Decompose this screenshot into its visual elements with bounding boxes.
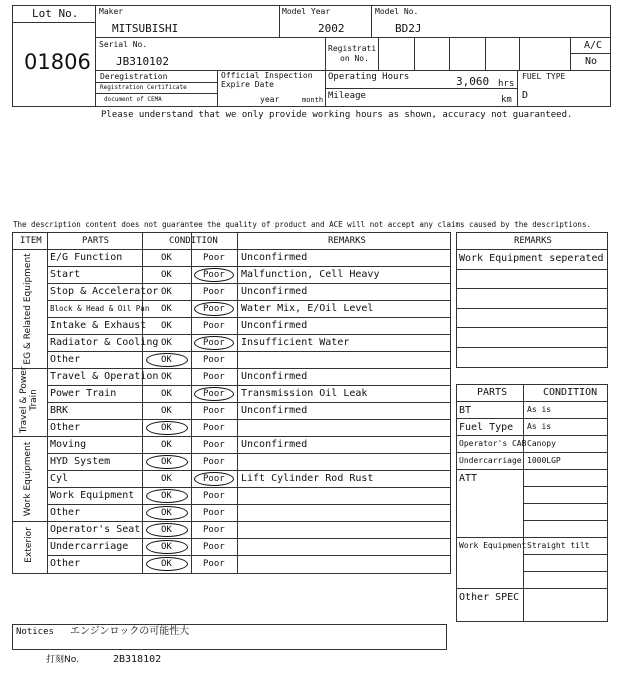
parts-row-part: Undercarriage: [459, 456, 522, 465]
operating-hours-value: 3,060: [456, 75, 490, 88]
divider: [456, 249, 608, 250]
part-name: Other: [50, 507, 81, 518]
ac-label: A/C: [584, 40, 603, 51]
divider: [523, 520, 608, 521]
poor-selected-circle: [194, 387, 234, 401]
ok-option[interactable]: OK: [161, 474, 172, 484]
ok-option[interactable]: OK: [161, 372, 172, 382]
divider: [47, 351, 451, 352]
divider: [47, 555, 451, 556]
ok-selected-circle: [146, 540, 188, 554]
part-name: Undercarriage: [50, 541, 129, 552]
divider: [325, 88, 517, 89]
divider: [47, 487, 451, 488]
divider: [47, 453, 451, 454]
part-name: Other: [50, 354, 81, 365]
part-name: E/G Function: [50, 252, 123, 263]
remark-text: Lift Cylinder Rod Rust: [241, 473, 374, 484]
part-name: Radiator & Cooling: [50, 337, 159, 348]
ok-option[interactable]: OK: [161, 423, 172, 433]
poor-option[interactable]: Poor: [203, 525, 225, 535]
remark-text: Water Mix, E/Oil Level: [241, 303, 374, 314]
poor-option[interactable]: Poor: [203, 355, 225, 365]
divider: [449, 37, 450, 70]
stamp-value: 2B318102: [113, 654, 162, 665]
part-name: BRK: [50, 405, 69, 416]
divider: [95, 5, 96, 107]
year-unit: year: [260, 95, 280, 104]
parts-row-part: Fuel Type: [459, 422, 514, 433]
group-label-work: Work Equipment: [23, 441, 34, 517]
remark-text: Unconfirmed: [241, 320, 308, 331]
ok-selected-circle: [146, 489, 188, 503]
group-label-exterior: Exterior: [24, 527, 35, 563]
dereg-label: Deregistration: [100, 72, 168, 81]
divider: [456, 308, 608, 309]
divider: [456, 418, 608, 419]
divider: [456, 469, 608, 470]
ok-option[interactable]: OK: [161, 287, 172, 297]
divider: [456, 537, 608, 538]
km-unit: km: [501, 95, 512, 105]
part-name: Travel & Operation: [50, 371, 159, 382]
fuel-type-value: D: [522, 90, 529, 101]
remark-text: Malfunction, Cell Heavy: [241, 269, 380, 280]
ok-option[interactable]: OK: [161, 525, 172, 535]
group-label-eg: EG & Related Equipment: [23, 253, 34, 365]
divider: [456, 401, 608, 402]
divider: [12, 249, 451, 250]
ok-option[interactable]: OK: [161, 321, 172, 331]
divider: [47, 300, 451, 301]
remark-text: Unconfirmed: [241, 286, 308, 297]
poor-option[interactable]: Poor: [203, 270, 225, 280]
poor-selected-circle: [194, 302, 234, 316]
remark-text: Unconfirmed: [241, 439, 308, 450]
part-name: Other: [50, 422, 81, 433]
ok-option[interactable]: OK: [161, 559, 172, 569]
poor-selected-circle: [194, 268, 234, 282]
model-no-label: Model No.: [375, 7, 419, 16]
right-remarks-header: REMARKS: [514, 236, 552, 246]
divider: [47, 402, 451, 403]
maker-value: MITSUBISHI: [112, 22, 179, 35]
divider: [12, 436, 451, 437]
inspection-label-2: Expire Date: [221, 80, 274, 89]
divider: [95, 37, 611, 38]
poor-option[interactable]: Poor: [203, 406, 225, 416]
poor-selected-circle: [194, 336, 234, 350]
divider: [47, 504, 451, 505]
divider: [47, 538, 451, 539]
remark-text: Unconfirmed: [241, 371, 308, 382]
poor-option[interactable]: Poor: [203, 423, 225, 433]
ok-option[interactable]: OK: [161, 440, 172, 450]
divider: [485, 37, 486, 70]
hours-disclaimer: Please understand that we only provide working hours as shown, accuracy not guaranteed.: [101, 110, 573, 120]
group-label-travel: [20, 365, 40, 435]
poor-option[interactable]: Poor: [203, 559, 225, 569]
condition-header: CONDITION: [169, 236, 218, 246]
registration-label-2: on No.: [340, 54, 369, 63]
ok-selected-circle: [146, 421, 188, 435]
fuel-type-label: FUEL TYPE: [522, 72, 566, 81]
description-disclaimer: The description content does not guarantee the quality of product and ACE will not accept any claims caused by the descriptions.: [13, 220, 591, 229]
poor-option[interactable]: Poor: [203, 474, 225, 484]
divider: [456, 588, 608, 589]
part-name: Block & Head & Oil Pan: [50, 304, 150, 313]
poor-option[interactable]: Poor: [203, 321, 225, 331]
cema-label: document of CEMA: [104, 96, 162, 103]
divider: [523, 486, 608, 487]
ok-option[interactable]: OK: [161, 253, 172, 263]
poor-option[interactable]: Poor: [203, 304, 225, 314]
model-no-value: BD2J: [395, 22, 422, 35]
poor-option[interactable]: Poor: [203, 338, 225, 348]
divider: [95, 93, 217, 94]
divider: [570, 53, 611, 54]
divider: [371, 5, 372, 37]
divider: [12, 368, 451, 369]
part-name: Stop & Accelerator: [50, 286, 159, 297]
divider: [414, 37, 415, 70]
divider: [523, 503, 608, 504]
ok-selected-circle: [146, 506, 188, 520]
parts-row-condition: As is: [527, 422, 552, 431]
divider: [217, 70, 218, 107]
mileage-label: Mileage: [328, 91, 366, 101]
parts-row-part: ATT: [459, 473, 478, 484]
divider: [523, 571, 608, 572]
poor-option[interactable]: Poor: [203, 440, 225, 450]
ac-value: No: [585, 56, 598, 67]
right-remark-text: Work Equipment seperated: [459, 253, 604, 264]
divider: [456, 327, 608, 328]
operating-hours-label: Operating Hours: [328, 72, 410, 82]
ok-option[interactable]: OK: [161, 542, 172, 552]
poor-option[interactable]: Poor: [203, 457, 225, 467]
divider: [47, 317, 451, 318]
divider: [456, 435, 608, 436]
divider: [456, 288, 608, 289]
part-name: Start: [50, 269, 81, 280]
serial-label: Serial No.: [99, 40, 148, 49]
lot-label: Lot No.: [32, 7, 79, 20]
poor-option[interactable]: Poor: [203, 389, 225, 399]
divider: [456, 269, 608, 270]
divider: [456, 347, 608, 348]
item-header: ITEM: [20, 236, 42, 246]
group-label-travel-1: Travel & Power: [19, 366, 30, 434]
divider: [378, 37, 379, 70]
reg-cert-label: Registration Certificate: [100, 84, 187, 91]
divider: [47, 419, 451, 420]
parts-row-condition: Straight tilt: [527, 541, 590, 550]
parts-row-condition: Canopy: [527, 439, 556, 448]
poor-option[interactable]: Poor: [203, 287, 225, 297]
ok-option[interactable]: OK: [161, 338, 172, 348]
ok-selected-circle: [146, 557, 188, 571]
divider: [279, 5, 280, 37]
serial-value: JB310102: [116, 55, 169, 68]
hrs-unit: hrs: [498, 79, 515, 89]
remark-text: Insufficient Water: [241, 337, 350, 348]
parts-table-parts-header: PARTS: [477, 387, 508, 398]
ok-option[interactable]: OK: [161, 270, 172, 280]
divider: [47, 283, 451, 284]
model-year-label: Model Year: [282, 7, 331, 16]
part-name: Power Train: [50, 388, 117, 399]
divider: [12, 22, 95, 23]
divider: [456, 452, 608, 453]
part-name: Other: [50, 558, 81, 569]
ok-option[interactable]: OK: [161, 355, 172, 365]
parts-row-condition: As is: [527, 405, 552, 414]
poor-option[interactable]: Poor: [203, 508, 225, 518]
parts-row-condition: 1000LGP: [527, 456, 561, 465]
poor-option[interactable]: Poor: [203, 372, 225, 382]
remark-text: Unconfirmed: [241, 252, 308, 263]
divider: [12, 521, 451, 522]
divider: [517, 70, 518, 107]
part-name: Cyl: [50, 473, 69, 484]
ok-selected-circle: [146, 455, 188, 469]
poor-option[interactable]: Poor: [203, 253, 225, 263]
divider: [95, 82, 217, 83]
poor-option[interactable]: Poor: [203, 491, 225, 501]
part-name: Intake & Exhaust: [50, 320, 147, 331]
month-unit: month: [302, 96, 324, 104]
divider: [47, 266, 451, 267]
stamp-label: 打刻No.: [46, 655, 79, 665]
parts-row-part: Other SPEC: [459, 592, 520, 603]
ok-option[interactable]: OK: [161, 406, 172, 416]
notices-label: Notices: [16, 627, 54, 637]
remark-text: Unconfirmed: [241, 405, 308, 416]
ok-selected-circle: [146, 353, 188, 367]
model-year-value: 2002: [318, 22, 345, 35]
divider: [95, 70, 611, 71]
parts-row-part: BT: [459, 405, 472, 416]
ok-option[interactable]: OK: [161, 508, 172, 518]
parts-header: PARTS: [82, 236, 110, 246]
parts-table-condition-header: CONDITION: [543, 387, 598, 398]
lot-number: 01806: [24, 50, 91, 74]
part-name: Operator's Seat: [50, 524, 141, 535]
ok-option[interactable]: OK: [161, 389, 172, 399]
remarks-header: REMARKS: [328, 236, 366, 246]
remark-text: Transmission Oil Leak: [241, 388, 368, 399]
ok-option[interactable]: OK: [161, 491, 172, 501]
divider: [325, 37, 326, 70]
divider: [519, 37, 520, 70]
poor-option[interactable]: Poor: [203, 542, 225, 552]
ok-selected-circle: [146, 523, 188, 537]
inspection-label: Official Inspection: [221, 71, 313, 80]
part-name: Work Equipment: [50, 490, 135, 501]
parts-row-part: Work Equipment: [459, 541, 527, 550]
notices-value: エンジンロックの可能性大: [70, 626, 190, 637]
divider: [523, 554, 608, 555]
group-label-travel-2: Train: [29, 389, 39, 411]
ok-option[interactable]: OK: [161, 304, 172, 314]
part-name: Moving: [50, 439, 87, 450]
registration-label: Registrati: [328, 44, 377, 53]
poor-selected-circle: [194, 472, 234, 486]
divider: [47, 334, 451, 335]
part-name: HYD System: [50, 456, 111, 467]
parts-row-part: Operator's CAB: [459, 439, 527, 448]
divider: [47, 470, 451, 471]
ok-option[interactable]: OK: [161, 457, 172, 467]
divider: [47, 385, 451, 386]
maker-label: Maker: [99, 7, 124, 16]
